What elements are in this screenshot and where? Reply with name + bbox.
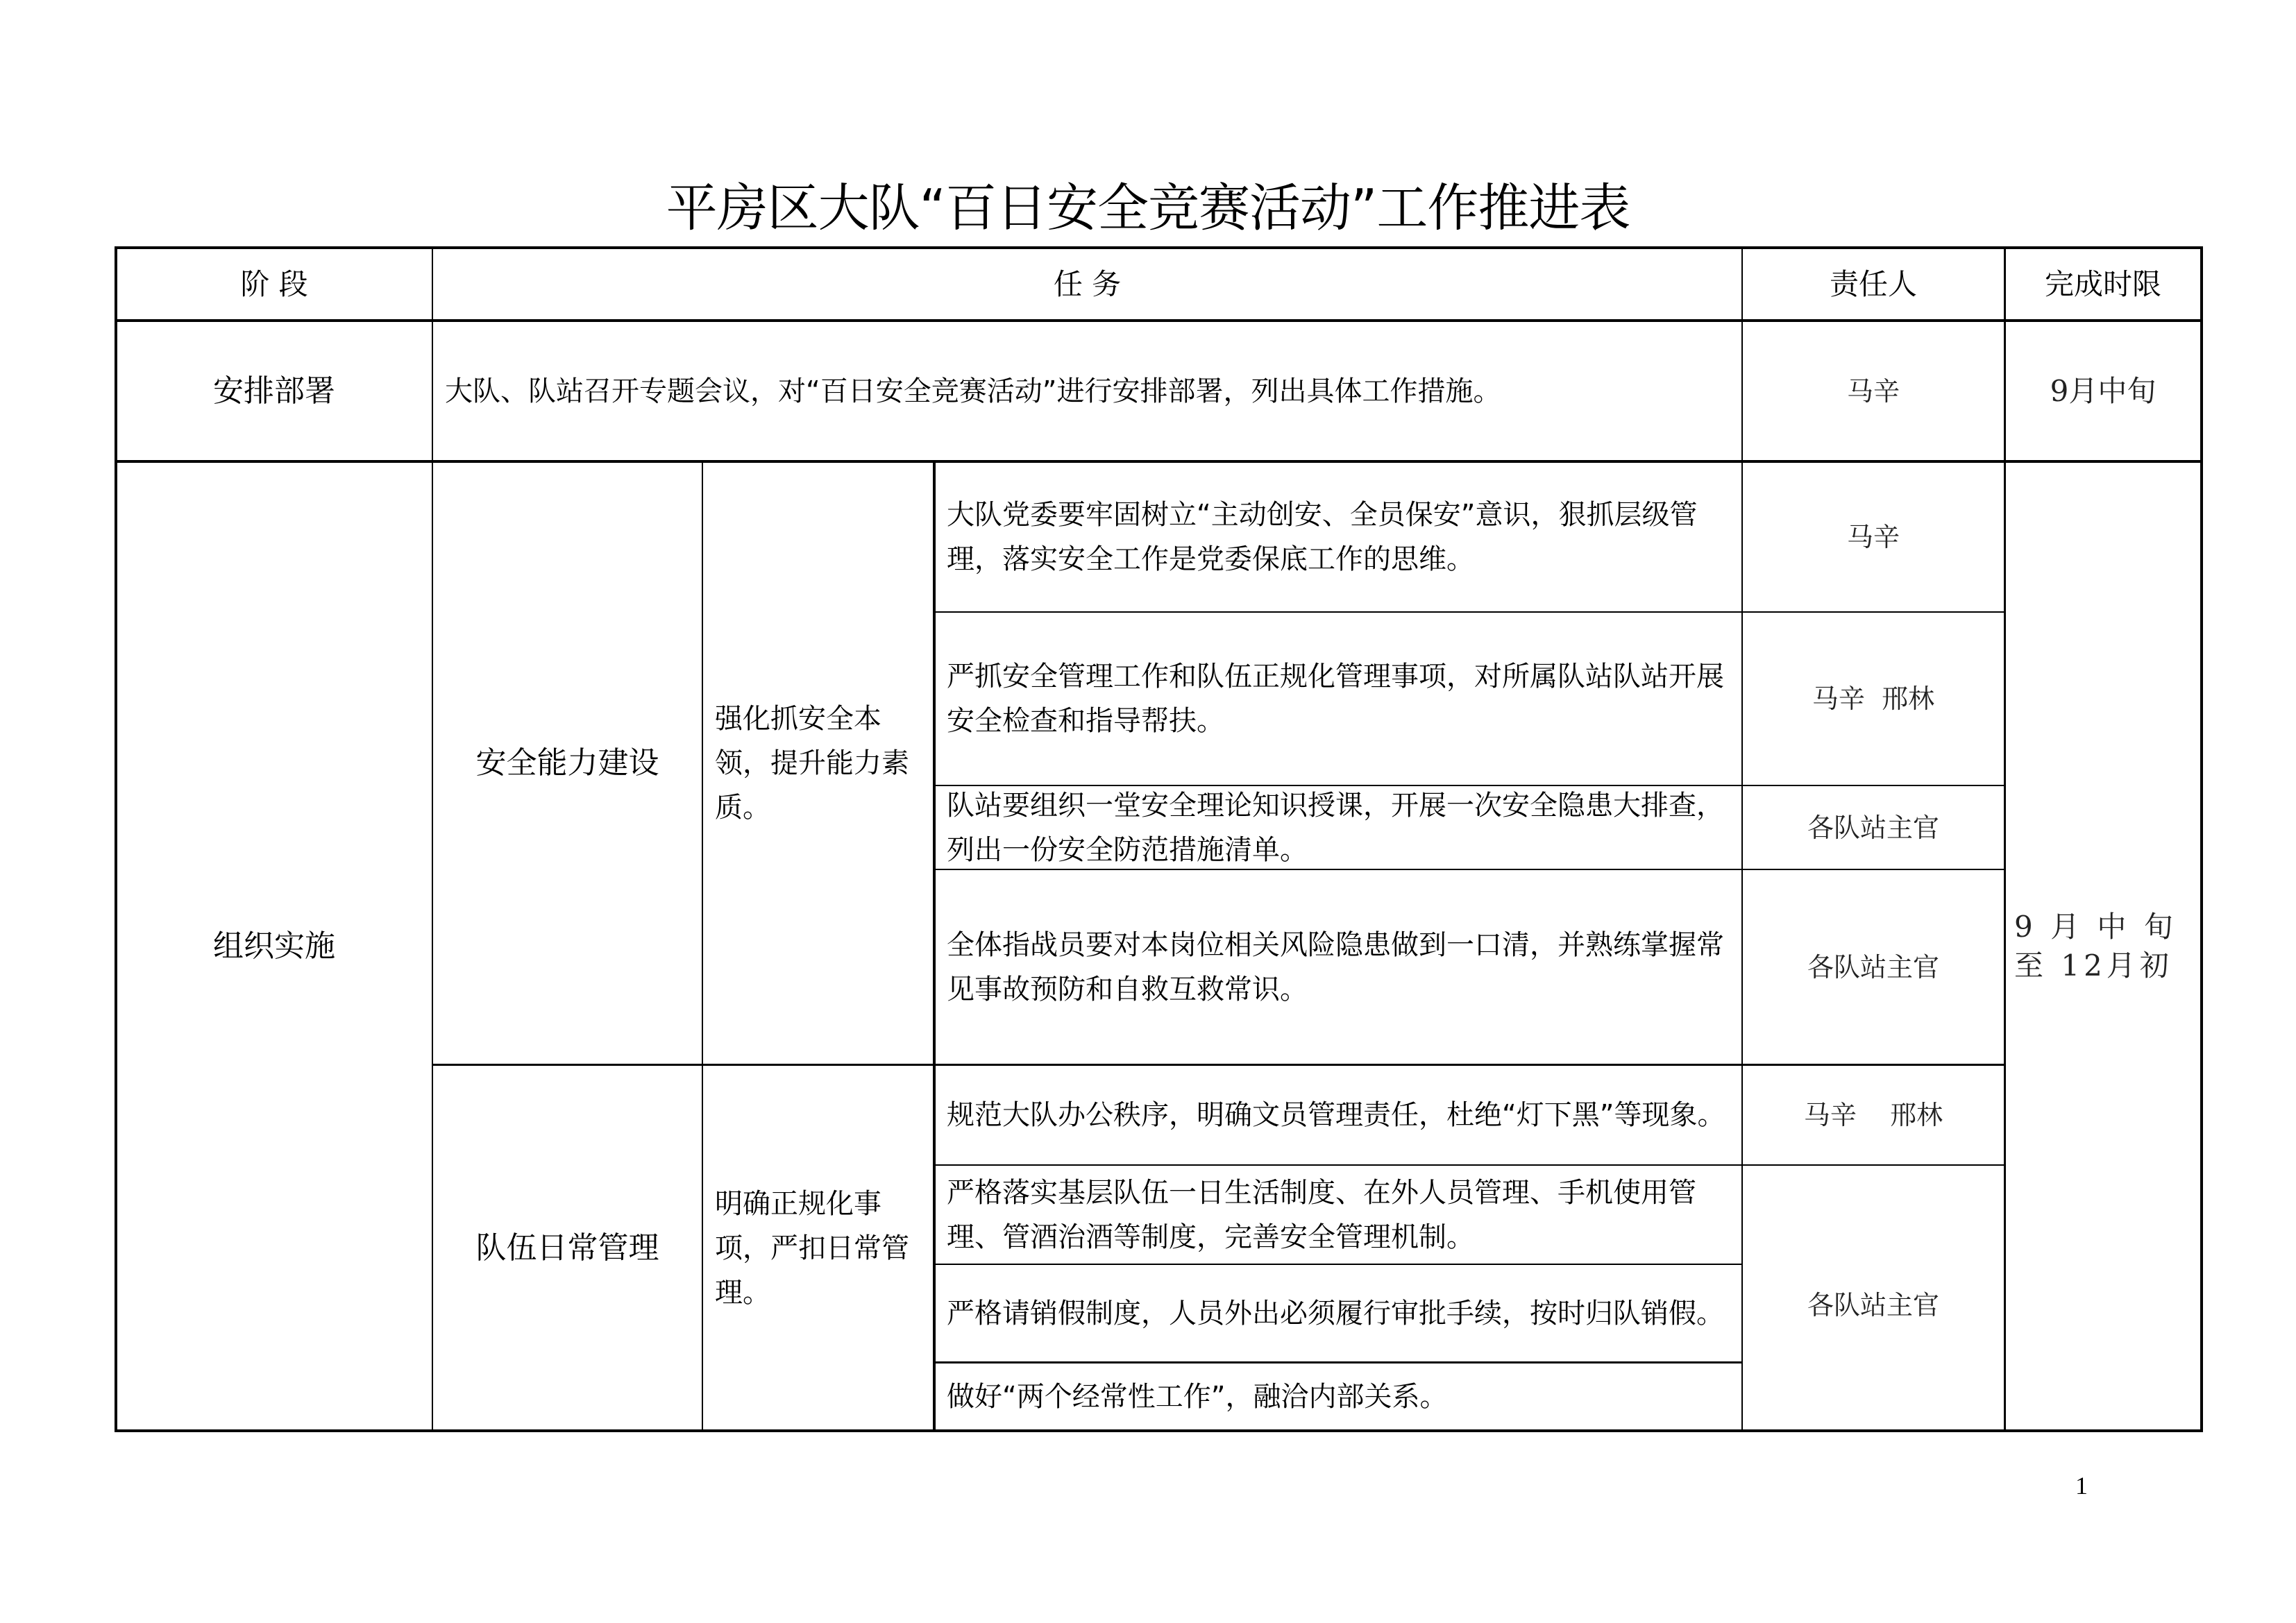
table-border [115, 246, 117, 1432]
header-stage: 阶 段 [240, 266, 308, 301]
row-divider [934, 869, 2004, 870]
goal-safety-capability: 强化抓安全本领，提升能力素质。 [715, 703, 909, 824]
category-safety-capability: 安全能力建设 [475, 745, 659, 781]
col-divider [2004, 248, 2006, 1431]
responsible-item: 各队站主官 [1807, 812, 1939, 843]
responsible-arrangement: 马辛 [1846, 375, 1900, 407]
row-divider [934, 1361, 1742, 1363]
category-team-daily-management: 队伍日常管理 [475, 1230, 659, 1266]
task-item: 规范大队办公秩序，明确文员管理责任，杜绝“灯下黑”等现象。 [947, 1099, 1725, 1131]
responsible-item: 马辛 邢林 [1812, 683, 1935, 714]
task-item: 大队党委要牢固树立“主动创安、全员保安”意识，狠抓层级管理，落实安全工作是党委保底工作的思维。 [947, 498, 1698, 575]
task-item: 严抓安全管理工作和队伍正规化管理事项，对所属队站队站开展安全检查和指导帮扶。 [947, 661, 1724, 737]
responsible-shared: 各队站主官 [1807, 1290, 1939, 1320]
task-item: 全体指战员要对本岗位相关风险隐患做到一口清，并熟练掌握常见事故预防和自救互救常识。 [947, 929, 1724, 1005]
page-title: 平房区大队“百日安全竞赛活动”工作推进表 [666, 178, 1630, 238]
row-divider [432, 1064, 2004, 1066]
table-border [115, 1429, 2203, 1432]
row-divider [934, 1164, 2004, 1166]
col-divider [432, 248, 433, 1431]
task-arrangement: 大队、队站召开专题会议，对“百日安全竞赛活动”进行安排部署，列出具体工作措施。 [445, 375, 1501, 407]
responsible-item: 马辛 [1846, 521, 1900, 552]
header-responsible: 责任人 [1829, 266, 1917, 301]
page-number: 1 [2075, 1472, 2088, 1499]
col-divider [1741, 248, 1743, 1431]
row-divider [934, 611, 2004, 613]
row-divider [115, 460, 2203, 463]
task-item: 队站要组织一堂安全理论知识授课，开展一次安全隐患大排查，列出一份安全防范措施清单。 [947, 789, 1724, 866]
header-deadline: 完成时限 [2044, 266, 2161, 301]
col-divider [933, 461, 936, 1431]
responsible-item: 各队站主官 [1807, 952, 1939, 983]
row-divider [934, 785, 2004, 786]
col-divider [702, 461, 703, 1431]
stage-implementation: 组织实施 [213, 928, 335, 964]
deadline-arrangement: 9月中旬 [2050, 373, 2156, 408]
header-task: 任 务 [1053, 266, 1122, 301]
table-border [115, 246, 2203, 249]
row-divider [115, 319, 2203, 322]
task-item: 做好“两个经常性工作”，融洽内部关系。 [947, 1381, 1448, 1413]
table-border [2200, 246, 2203, 1432]
row-divider [934, 1264, 1742, 1265]
stage-arrangement: 安排部署 [213, 373, 335, 409]
deadline-implementation: 9 月 中 旬 至 12月初 [2014, 909, 2177, 983]
task-item: 严格落实基层队伍一日生活制度、在外人员管理、手机使用管理、管酒治酒等制度，完善安全管理机制。 [947, 1176, 1696, 1253]
task-item: 严格请销假制度，人员外出必须履行审批手续，按时归队销假。 [947, 1298, 1724, 1329]
goal-team-daily-management: 明确正规化事项，严扣日常管理。 [715, 1187, 909, 1309]
responsible-item: 马辛 邢林 [1803, 1100, 1943, 1130]
